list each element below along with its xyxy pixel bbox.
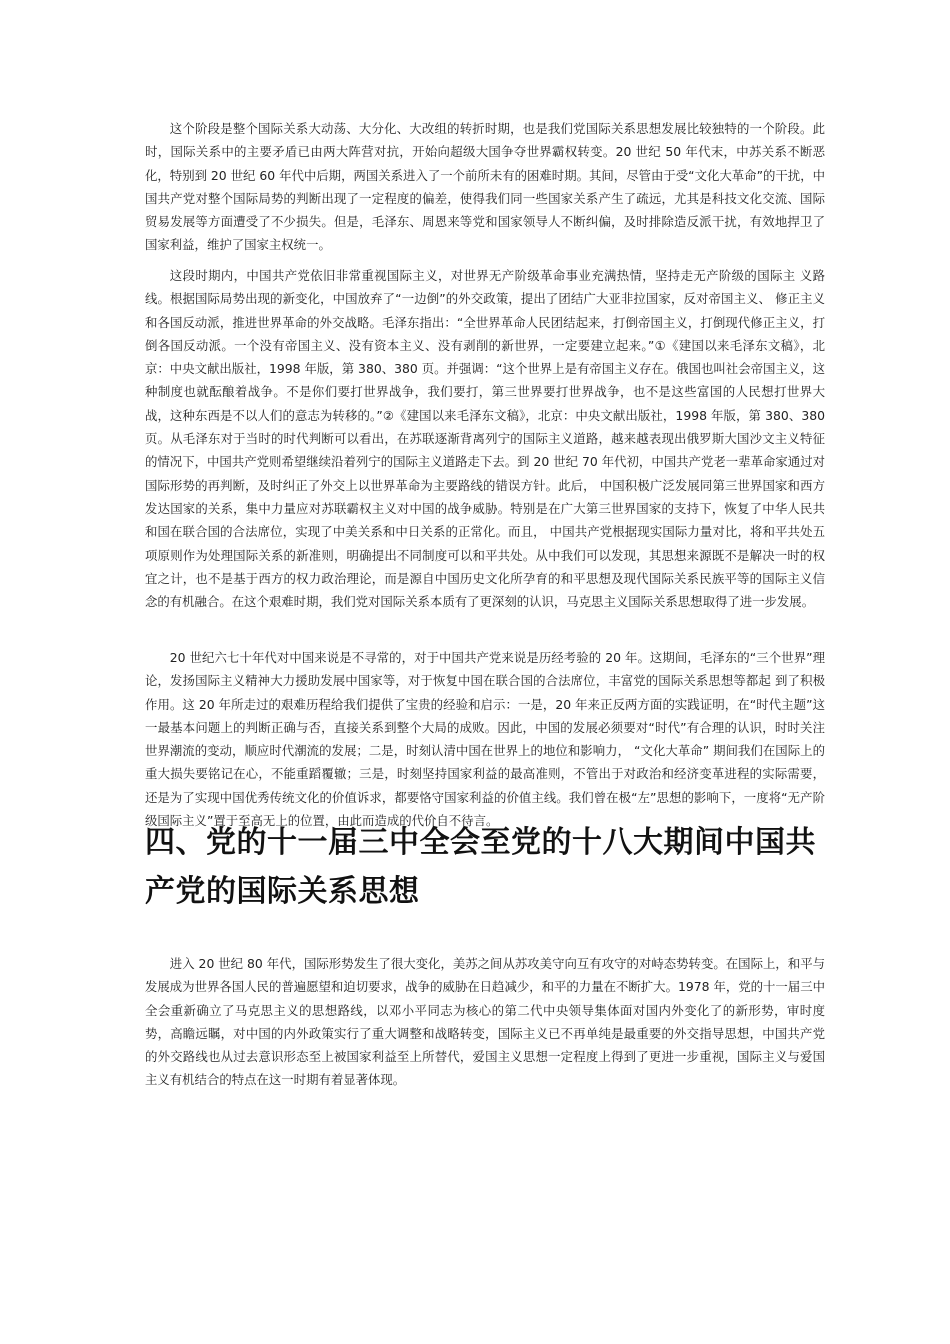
body-paragraph: 20 世纪六七十年代对中国来说是不寻常的，对于中国共产党来说是历经考验的 20 年。这期间，毛泽东的“三个世界”理论，发扬国际主义精神大力援助发展中国家等，对于恢复中国在联合国的合法席位，丰富党的国际关系思想等都起 到了积极作用。这 20 年所走过的艰难历程给我们提供了宝贵的经验和启示：一是，20 年来正反两方面的实践证明，在“时代主题”这一最基本问题上的判断正确与否，直接关系到整个大局的成败。因此，中国的发展必须要对“时代”有合理的认识，时时关注世界潮流的变动，顺应时代潮流的发展；二是，时刻认清中国在世界上的地位和影响力， “文化大革命” 期间我们在国际上的重大损失要铭记在心，不能重蹈覆辙；三是，时刻坚持国家利益的最高准则，不管出于对政治和经济变革进程的实际需要，还是为了实现中国优秀传统文化的价值诉求，都要恪守国家利益的价值主线。我们曾在极“左”思想的影响下，一度将“无产阶级国际主义”置于至高无上的位置，由此而造成的代价自不待言。 bbox=[145, 650, 825, 829]
body-paragraph: 这个阶段是整个国际关系大动荡、大分化、大改组的转折时期，也是我们党国际关系思想发展比较独特的一个阶段。此时，国际关系中的主要矛盾已由两大阵营对抗，开始向超级大国争夺世界霸权转变。20 世纪 50 年代末，中苏关系不断恶化，特别到 20 世纪 60 年代中后期，两国关系进入了一个前所未有的困难时期。其间，尽管由于受“文化大革命”的干扰，中国共产党对整个国际局势的判断出现了一定程度的偏差，使得我们同一些国家关系产生了疏远，尤其是科技文化交流、国际贸易发展等方面遭受了不少损失。但是，毛泽东、周恩来等党和国家领导人不断纠偏，及时排除造反派干扰，有效地捍卫了国家利益，维护了国家主权统一。 bbox=[145, 121, 825, 253]
body-paragraph: 这段时期内，中国共产党依旧非常重视国际主义，对世界无产阶级革命事业充满热情，坚持走无产阶级的国际主 义路线。根据国际局势出现的新变化，中国放弃了“一边倒”的外交政策，提出了团结广大亚非拉国家，反对帝国主义、 修正主义和各国反动派，推进世界革命的外交战略。毛泽东指出：“全世界革命人民团结起来，打倒帝国主义，打倒现代修正主义，打倒各国反动派。一个没有帝国主义、没有资本主义、没有剥削的新世界，一定要建立起来。”①《建国以来毛泽东文稿》，北京：中央文献出版社，1998 年版，第 380、380 页。并强调：“这个世界上是有帝国主义存在。俄国也叫社会帝国主义，这种制度也就酝酿着战争。不是你们要打世界战争，我们要打，第三世界要打世界战争，也不是这些富国的人民想打世界大战，这种东西是不以人们的意志为转移的。”②《建国以来毛泽东文稿》，北京：中央文献出版社，1998 年版，第 380、380 页。从毛泽东对于当时的时代判断可以看出，在苏联逐渐背离列宁的国际主义道路，越来越表现出俄罗斯大国沙文主义特征的情况下，中国共产党则希望继续沿着列宁的国际主义道路走下去。到 20 世纪 70 年代初，中国共产党老一辈革命家通过对国际形势的再判断，及时纠正了外交上以世界革命为主要路线的错误方针。此后， 中国积极广泛发展同第三世界国家和西方发达国家的关系，集中力量应对苏联霸权主义对中国的战争威胁。特别是在广大第三世界国家的支持下，恢复了中华人民共和国在联合国的合法席位，实现了中美关系和中日关系的正常化。而且， 中国共产党根据现实国际力量对比，将和平共处五项原则作为处理国际关系的新准则，明确提出不同制度可以和平共处。从中我们可以发现，其思想来源既不是解决一时的权宜之计，也不是基于西方的权力政治理论，而是源自中国历史文化所孕育的和平思想及现代国际关系民族平等的国际主义信念的有机融合。在这个艰难时期，我们党对国际关系本质有了更深刻的认识，马克思主义国际关系思想取得了进一步发展。 bbox=[145, 268, 825, 610]
section-heading: 四、党的十一届三中全会至党的十八大期间中国共产党的国际关系思想 bbox=[145, 825, 816, 909]
body-paragraph: 进入 20 世纪 80 年代，国际形势发生了很大变化，美苏之间从苏攻美守向互有攻守的对峙态势转变。在国际上，和平与发展成为世界各国人民的普遍愿望和迫切要求，战争的威胁在日趋减少，和平的力量在不断扩大。1978 年，党的十一届三中全会重新确立了马克思主义的思想路线，以邓小平同志为核心的第二代中央领导集体面对国内外变化了的新形势，审时度势，高瞻远瞩，对中国的内外政策实行了重大调整和战略转变，国际主义已不再单纯是最重要的外交指导思想，中国共产党的外交路线也从过去意识形态至上被国家利益至上所替代，爱国主义思想一定程度上得到了更进一步重视，国际主义与爱国主义有机结合的特点在这一时期有着显著体现。 bbox=[145, 956, 825, 1088]
